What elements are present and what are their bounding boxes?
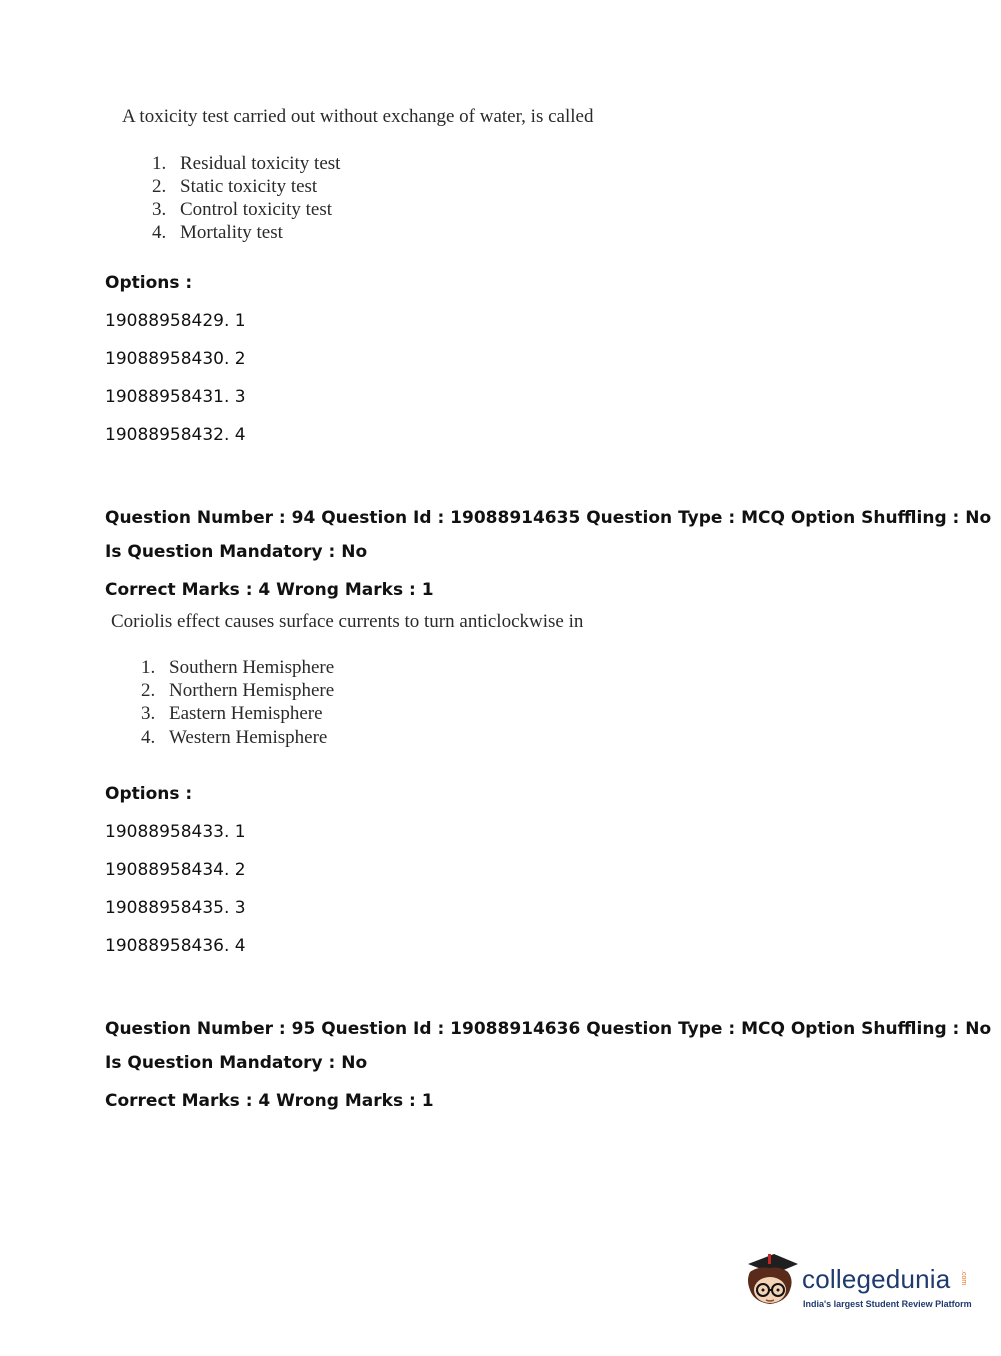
question-header: Question Number : 94 Question Id : 19088914635 Question Type : MCQ Option Shuffling : No bbox=[105, 508, 992, 528]
logo-domain: .com bbox=[960, 1270, 967, 1286]
choice-item: 3. Eastern Hemisphere bbox=[141, 703, 323, 724]
option-row: 19088958435. 3 bbox=[105, 898, 246, 918]
question-stem: A toxicity test carried out without exchange of water, is called bbox=[122, 106, 594, 127]
question-header: Question Number : 95 Question Id : 19088914636 Question Type : MCQ Option Shuffling : No bbox=[105, 1019, 992, 1039]
question-marks: Correct Marks : 4 Wrong Marks : 1 bbox=[105, 1091, 434, 1111]
choice-item: 1. Residual toxicity test bbox=[152, 153, 341, 174]
logo-wordmark: collegedunia bbox=[802, 1264, 951, 1294]
question-stem: Coriolis effect causes surface currents to turn anticlockwise in bbox=[111, 611, 584, 632]
choice-item: 4. Mortality test bbox=[152, 222, 283, 243]
question-marks: Correct Marks : 4 Wrong Marks : 1 bbox=[105, 580, 434, 600]
choice-item: 2. Static toxicity test bbox=[152, 176, 318, 197]
option-row: 19088958432. 4 bbox=[105, 425, 246, 445]
option-row: 19088958434. 2 bbox=[105, 860, 246, 880]
logo-tagline: India's largest Student Review Platform bbox=[803, 1299, 972, 1309]
student-mascot-icon bbox=[740, 1250, 800, 1312]
question-mandatory: Is Question Mandatory : No bbox=[105, 1053, 368, 1073]
option-row: 19088958429. 1 bbox=[105, 311, 246, 331]
collegedunia-logo bbox=[740, 1250, 980, 1320]
question-mandatory: Is Question Mandatory : No bbox=[105, 542, 368, 562]
options-heading: Options : bbox=[105, 784, 193, 804]
choice-item: 4. Western Hemisphere bbox=[141, 727, 328, 748]
choice-item: 1. Southern Hemisphere bbox=[141, 657, 335, 678]
option-row: 19088958433. 1 bbox=[105, 822, 246, 842]
option-row: 19088958430. 2 bbox=[105, 349, 246, 369]
choice-item: 2. Northern Hemisphere bbox=[141, 680, 335, 701]
choice-item: 3. Control toxicity test bbox=[152, 199, 332, 220]
options-heading: Options : bbox=[105, 273, 193, 293]
option-row: 19088958436. 4 bbox=[105, 936, 246, 956]
option-row: 19088958431. 3 bbox=[105, 387, 246, 407]
